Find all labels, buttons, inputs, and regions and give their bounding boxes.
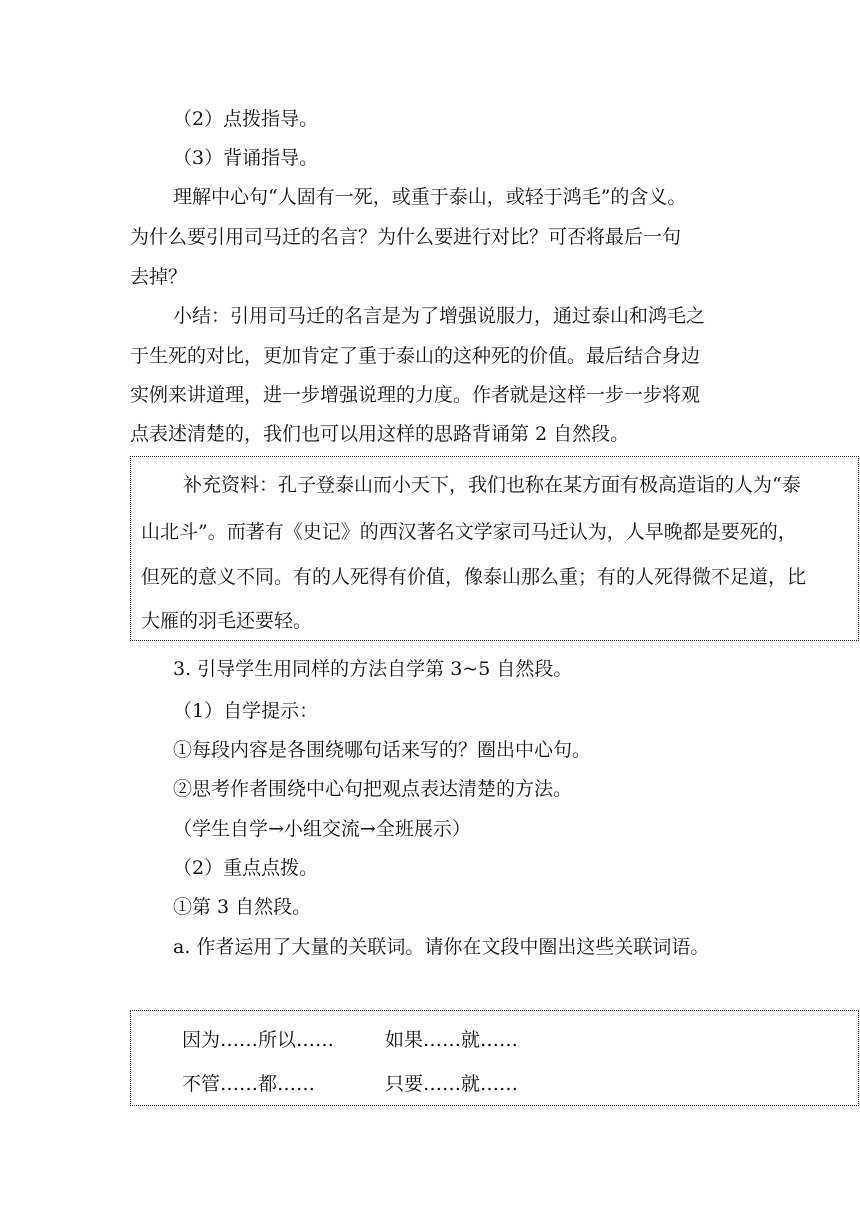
summary-line: 于生死的对比，更加肯定了重于泰山的这种死的价值。最后结合身边 [130, 345, 701, 367]
key-guidance-title: （2）重点点拨。 [173, 857, 319, 879]
section-heading: 3. 引导学生用同样的方法自学第 3~5 自然段。 [173, 658, 573, 680]
supplement-line: 大雁的羽毛还要轻。 [141, 610, 313, 632]
supplement-box [130, 456, 859, 641]
self-study-flow: （学生自学→小组交流→全班展示） [173, 818, 471, 840]
summary-line: 小结：引用司马迁的名言是为了增强说服力，通过泰山和鸿毛之 [173, 305, 706, 327]
paragraph-line: 去掉？ [130, 266, 188, 288]
paragraph-line: 理解中心句“人固有一死，或重于泰山，或轻于鸿毛”的含义。 [173, 186, 687, 208]
summary-line: 点表述清楚的，我们也可以用这样的思路背诵第 2 自然段。 [130, 423, 630, 445]
paragraph-line: 为什么要引用司马迁的名言？为什么要进行对比？可否将最后一句 [130, 226, 682, 248]
connective-pair: 不管……都…… [182, 1073, 316, 1095]
connective-pair: 如果……就…… [385, 1029, 519, 1051]
self-study-title: （1）自学提示： [173, 700, 319, 722]
connective-pair: 只要……就…… [385, 1073, 519, 1095]
connectives-box [130, 1010, 859, 1106]
summary-line: 实例来讲道理，进一步增强说理的力度。作者就是这样一步一步将观 [130, 384, 701, 406]
connective-pair: 因为……所以…… [182, 1029, 335, 1051]
step-guidance: （2）点拨指导。 [173, 108, 319, 130]
task-line: a. 作者运用了大量的关联词。请你在文段中圈出这些关联词语。 [173, 936, 710, 958]
self-study-item: ①每段内容是各围绕哪句话来写的？圈出中心句。 [173, 739, 592, 761]
supplement-line: 但死的意义不同。有的人死得有价值，像泰山那么重；有的人死得微不足道，比 [141, 566, 807, 588]
supplement-line: 山北斗”。而著有《史记》的西汉著名文学家司马迁认为，人早晚都是要死的， [141, 521, 797, 543]
supplement-line: 补充资料：孔子登泰山而小天下，我们也称在某方面有极高造诣的人为“泰 [183, 474, 801, 496]
self-study-item: ②思考作者围绕中心句把观点表达清楚的方法。 [173, 778, 573, 800]
step-recitation: （3）背诵指导。 [173, 147, 319, 169]
paragraph-ref: ①第 3 自然段。 [173, 896, 312, 918]
